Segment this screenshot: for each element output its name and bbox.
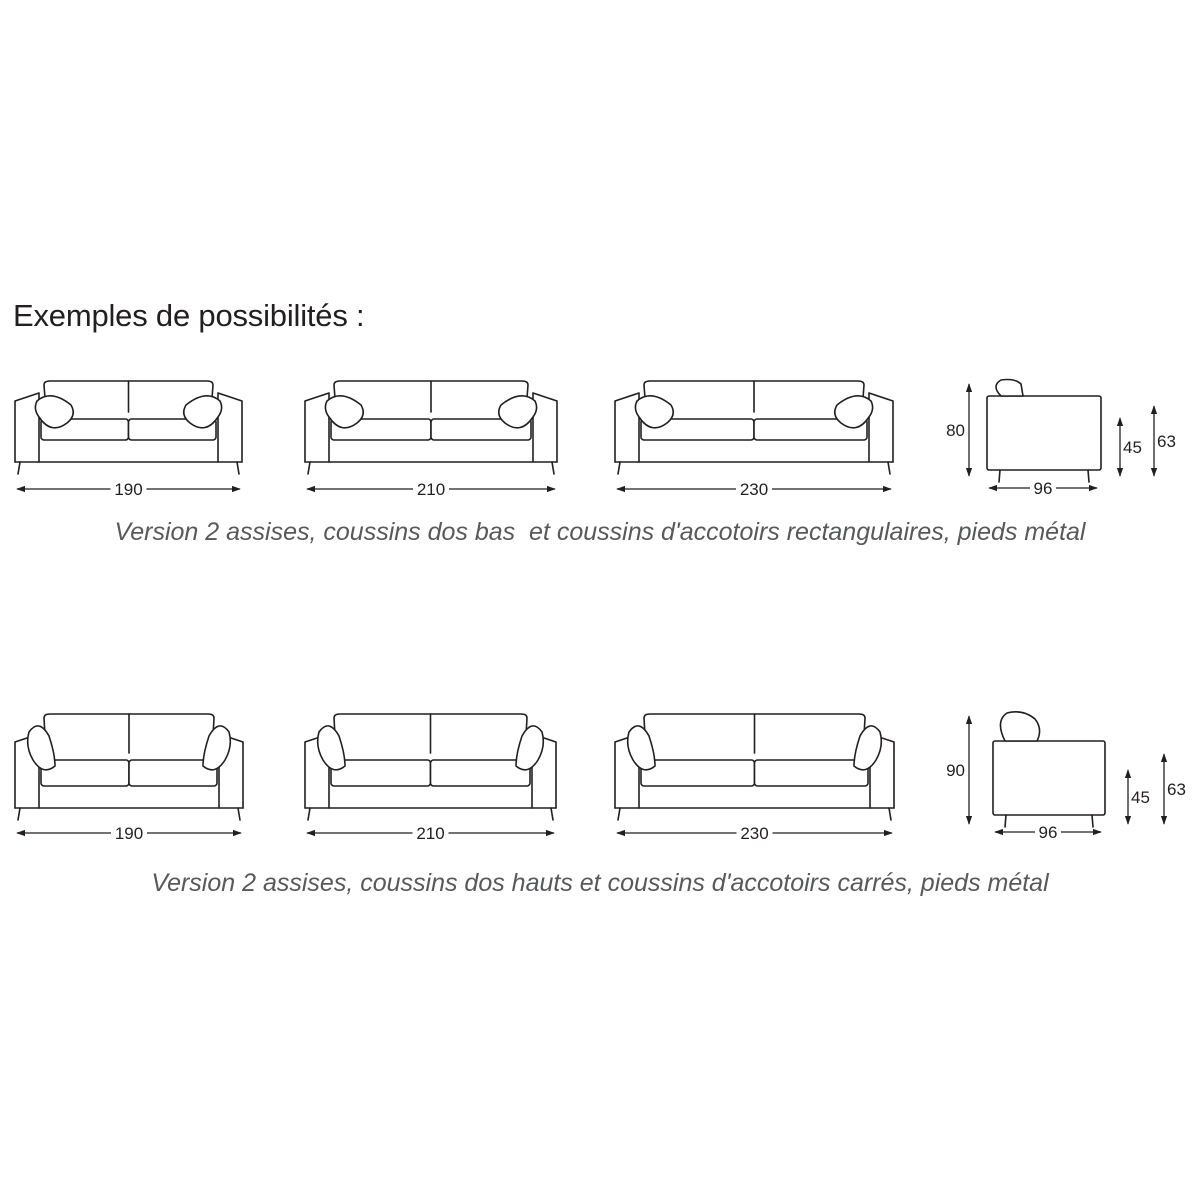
- sofa-r2-1-back-cushion-left: [44, 714, 129, 753]
- width-dim-r2-2-label: 210: [416, 824, 445, 843]
- sofa-r1-3-leg-right: [888, 462, 890, 474]
- sofa-r2-2-seat-right: [431, 760, 531, 786]
- page-title: Exemples de possibilités :: [13, 298, 365, 333]
- sofa-r2-2-back-cushion-left: [334, 714, 431, 753]
- sofa-r2-2-seat-left: [331, 760, 431, 786]
- caption-row-1: Version 2 assises, coussins dos bas et coussins d'accotoirs rectangulaires, pieds métal: [114, 518, 1086, 546]
- seat-height-dim-r2-label: 45: [1131, 788, 1150, 807]
- width-dim-r1-1-label: 190: [114, 480, 143, 499]
- arm-height-dim-r2-label: 63: [1167, 780, 1186, 799]
- side-r2-leg-back: [1092, 815, 1093, 827]
- side-r2-back-cushion: [1000, 712, 1039, 741]
- sofa-r2-3-back-cushion-left: [644, 714, 755, 753]
- width-dim-r1-3-label: 230: [739, 480, 769, 499]
- sofa-r2-2-leg-left: [308, 808, 310, 820]
- sofa-r1-1-leg-right: [237, 462, 239, 474]
- side-r2-leg-front: [1005, 815, 1006, 827]
- side-r2-body: [993, 741, 1105, 815]
- depth-dim-r1-label: 96: [1033, 479, 1053, 498]
- sofa-r2-2-leg-right: [551, 808, 553, 820]
- width-dim-r1-2-label: 210: [416, 480, 446, 499]
- depth-dim-r2-label: 96: [1038, 823, 1058, 842]
- height-dim-r1-label: 80: [946, 421, 965, 440]
- height-dim-r2-label: 90: [946, 761, 965, 780]
- width-dim-r2-1-label: 190: [114, 824, 144, 843]
- side-r1-leg-front: [999, 470, 1000, 482]
- sofa-r1-3-leg-left: [618, 462, 620, 474]
- caption-row-2: Version 2 assises, coussins dos hauts et coussins d'accotoirs carrés, pieds métal: [151, 869, 1049, 897]
- sofa-r2-1-leg-left: [18, 808, 20, 820]
- sofa-r2-3-seat-right: [755, 760, 869, 786]
- side-r1-leg-back: [1088, 470, 1089, 482]
- sofa-r2-3-back-cushion-right: [755, 714, 866, 753]
- width-dim-r2-3-label: 230: [740, 824, 769, 843]
- sofa-r2-2-back-cushion-right: [431, 714, 528, 753]
- sofa-r1-1-leg-left: [18, 462, 20, 474]
- arm-height-dim-r1-label: 63: [1157, 432, 1176, 451]
- side-r1-back-cushion: [996, 380, 1023, 397]
- sofa-r1-2-leg-left: [308, 462, 310, 474]
- sofa-r2-3-seat-left: [641, 760, 755, 786]
- sofa-r2-1-back-cushion-right: [129, 714, 214, 753]
- seat-height-dim-r1-label: 45: [1123, 438, 1142, 457]
- sofa-r2-3-leg-right: [889, 808, 891, 820]
- sofa-r2-1-leg-right: [238, 808, 240, 820]
- sofa-r2-3-leg-left: [618, 808, 620, 820]
- sofa-r1-2-leg-right: [552, 462, 554, 474]
- side-r1-body: [987, 396, 1101, 470]
